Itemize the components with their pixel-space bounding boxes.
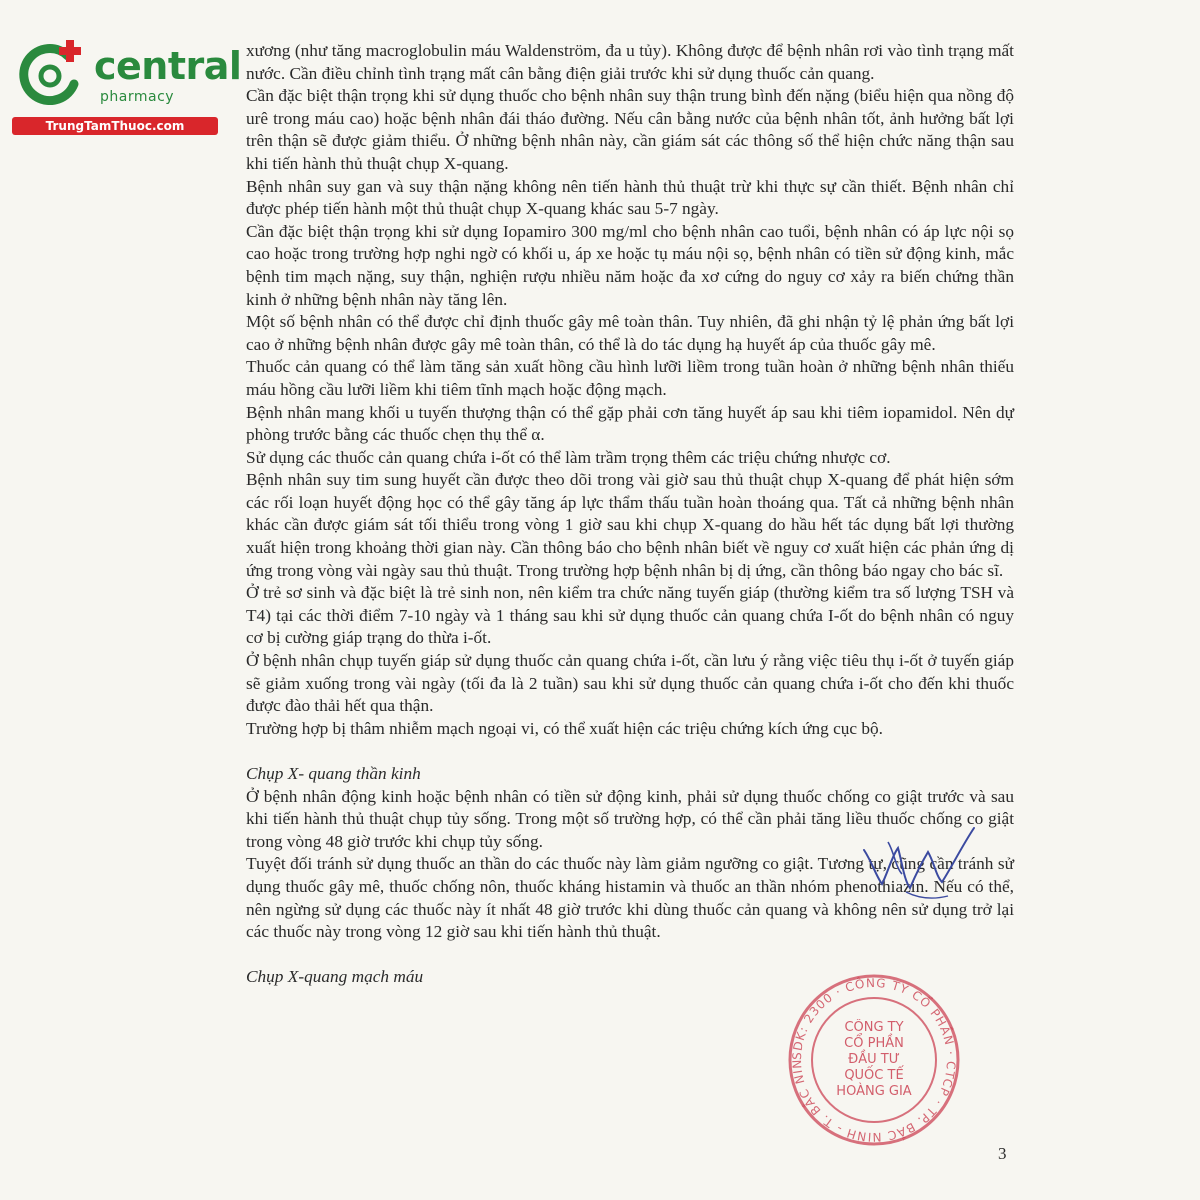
logo-name: central [94, 44, 242, 88]
seal-line: QUỐC TẾ [844, 1068, 904, 1083]
paragraph: xương (như tăng macroglobulin máu Waldenström, đa u tủy). Không được để bệnh nhân rơi vào tình trạng mất nước. Cần điều chỉnh tình trạng mất cân bằng điện giải trước khi sử dụng thuốc cản quang. [246, 41, 1014, 83]
section-spacer [246, 740, 1014, 763]
section-heading-neuro: Chụp X- quang thần kinh [246, 764, 421, 783]
pharmacy-cross-logo-icon [16, 38, 88, 110]
handwritten-signature [858, 822, 978, 922]
paragraph: Bệnh nhân suy tim sung huyết cần được theo dõi trong vài giờ sau thủ thuật chụp X-quang để phát hiện sớm các rối loạn huyết động học có thể gây tăng áp lực thẩm thấu tuần hoàn thoáng qua. Tất cả những bệnh nhân khác cần được giám sát tối thiểu trong vòng 1 giờ sau khi chụp X-quang do hầu hết tác dụng bất lợi thường xuất hiện trong khoảng thời gian này. Cần thông báo cho bệnh nhân biết về nguy cơ xuất hiện các phản ứng dị ứng trong vòng vài ngày sau thủ thuật. Trong trường hợp bệnh nhân bị dị ứng, cần thông báo ngay cho bác sĩ. [246, 470, 1014, 580]
logo-url-banner: TrungTamThuoc.com [12, 117, 218, 135]
paragraph: Thuốc cản quang có thể làm tăng sản xuất hồng cầu hình lưỡi liềm trong tuần hoàn ở những bệnh nhân thiếu máu hồng cầu lưỡi liềm khi tiêm tĩnh mạch hoặc động mạch. [246, 357, 1014, 399]
paragraph: Tuyệt đối tránh sử dụng thuốc an thần do các thuốc này làm giảm ngưỡng co giật. Tương tự, cũng cần tránh sử dụng thuốc gây mê, thuốc chống nôn, thuốc kháng histamin và thuốc an thần nhóm phenothiazin. Nếu có thể, nên ngừng sử dụng các thuốc này ít nhất 48 giờ trước khi dùng thuốc cản quang và không nên sử dụng trở lại các thuốc này trong vòng 12 giờ sau khi tiến hành thủ thuật. [246, 854, 1014, 942]
paragraph: Ở trẻ sơ sinh và đặc biệt là trẻ sinh non, nên kiểm tra chức năng tuyến giáp (thường kiểm tra số lượng TSH và T4) tại các thời điểm 7-10 ngày và 1 tháng sau khi sử dụng thuốc cản quang chứa I-ốt do bệnh nhân có nguy cơ bị cường giáp trạng do thừa i-ốt. [246, 583, 1014, 648]
paragraph: Sử dụng các thuốc cản quang chứa i-ốt có thể làm trầm trọng thêm các triệu chứng nhược cơ. [246, 447, 891, 467]
seal-ring-text: SDK: 2300 · CÔNG TY CỔ PHẦN · CTCP · TP. BẮC NINH - T. BẮC NIN [789, 975, 959, 1145]
paragraph: Một số bệnh nhân có thể được chỉ định thuốc gây mê toàn thân. Tuy nhiên, đã ghi nhận tỷ lệ phản ứng bất lợi cao ở những bệnh nhân được gây mê toàn thân, có thể là do tác dụng hạ huyết áp của thuốc gây mê. [246, 312, 1014, 354]
seal-line: ĐẦU TƯ [848, 1052, 900, 1067]
paragraph: Trường hợp bị thâm nhiễm mạch ngoại vi, có thể xuất hiện các triệu chứng kích ứng cục bộ. [246, 718, 883, 738]
seal-line: CỔ PHẦN [844, 1036, 904, 1051]
seal-line: CÔNG TY [844, 1020, 904, 1035]
company-seal [786, 972, 962, 1148]
paragraph: Bệnh nhân mang khối u tuyến thượng thận có thể gặp phải cơn tăng huyết áp sau khi tiêm iopamidol. Nên dự phòng trước bằng các thuốc chẹn thụ thể α. [246, 402, 1014, 445]
seal-center-text [814, 1020, 934, 1100]
logo-subtitle: pharmacy [100, 89, 175, 105]
paragraph: Bệnh nhân suy gan và suy thận nặng không nên tiến hành thủ thuật trừ khi thực sự cần thiết. Bệnh nhân chỉ được phép tiến hành một thủ thuật chụp X-quang khác sau 5-7 ngày. [246, 176, 1014, 219]
section-spacer [246, 944, 1014, 967]
paragraph: Cần đặc biệt thận trọng khi sử dụng Iopamiro 300 mg/ml cho bệnh nhân cao tuổi, bệnh nhân có áp lực nội sọ cao hoặc trong trường hợp nghi ngờ có khối u, áp xe hoặc tụ máu nội sọ, bệnh nhân có tiền sử động kinh, mắc bệnh tim mạch nặng, suy thận, nghiện rượu nhiều năm hoặc đa xơ cứng do nguy cơ xảy ra biến chứng thần kinh ở những bệnh nhân này tăng lên. [246, 221, 1014, 309]
page-number: 3 [998, 1144, 1007, 1163]
central-pharmacy-logo[interactable] [8, 38, 242, 138]
paragraph: Ở bệnh nhân động kinh hoặc bệnh nhân có tiền sử động kinh, phải sử dụng thuốc chống co giật trước và sau khi tiến hành thủ thuật chụp tủy sống. Trong một số trường hợp, có thể cần phải tăng liều thuốc chống co giật trong vòng 48 giờ trước khi chụp tủy sống. [246, 786, 1014, 851]
paragraph: Cần đặc biệt thận trọng khi sử dụng thuốc cho bệnh nhân suy thận trung bình đến nặng (biểu hiện qua nồng độ urê trong máu cao) hoặc bệnh nhân đái tháo đường. Nếu cân bằng nước của bệnh nhân tốt, ảnh hưởng bất lợi trên thận sẽ được giảm thiểu. Ở những bệnh nhân này, cần giám sát các thông số thể hiện chức năng thận sau khi tiến hành thủ thuật chụp X-quang. [246, 86, 1014, 173]
section-heading-vascular: Chụp X-quang mạch máu [246, 967, 424, 987]
paragraph: Ở bệnh nhân chụp tuyến giáp sử dụng thuốc cản quang chứa i-ốt, cần lưu ý rằng việc tiêu thụ i-ốt ở tuyến giáp sẽ giảm xuống trong vài ngày (tối đa là 2 tuần) sau khi sử dụng thuốc cản quang chứa i-ốt cho đến khi thuốc được đào thải hết qua thận. [246, 651, 1014, 716]
seal-line: HOÀNG GIA [836, 1084, 912, 1099]
